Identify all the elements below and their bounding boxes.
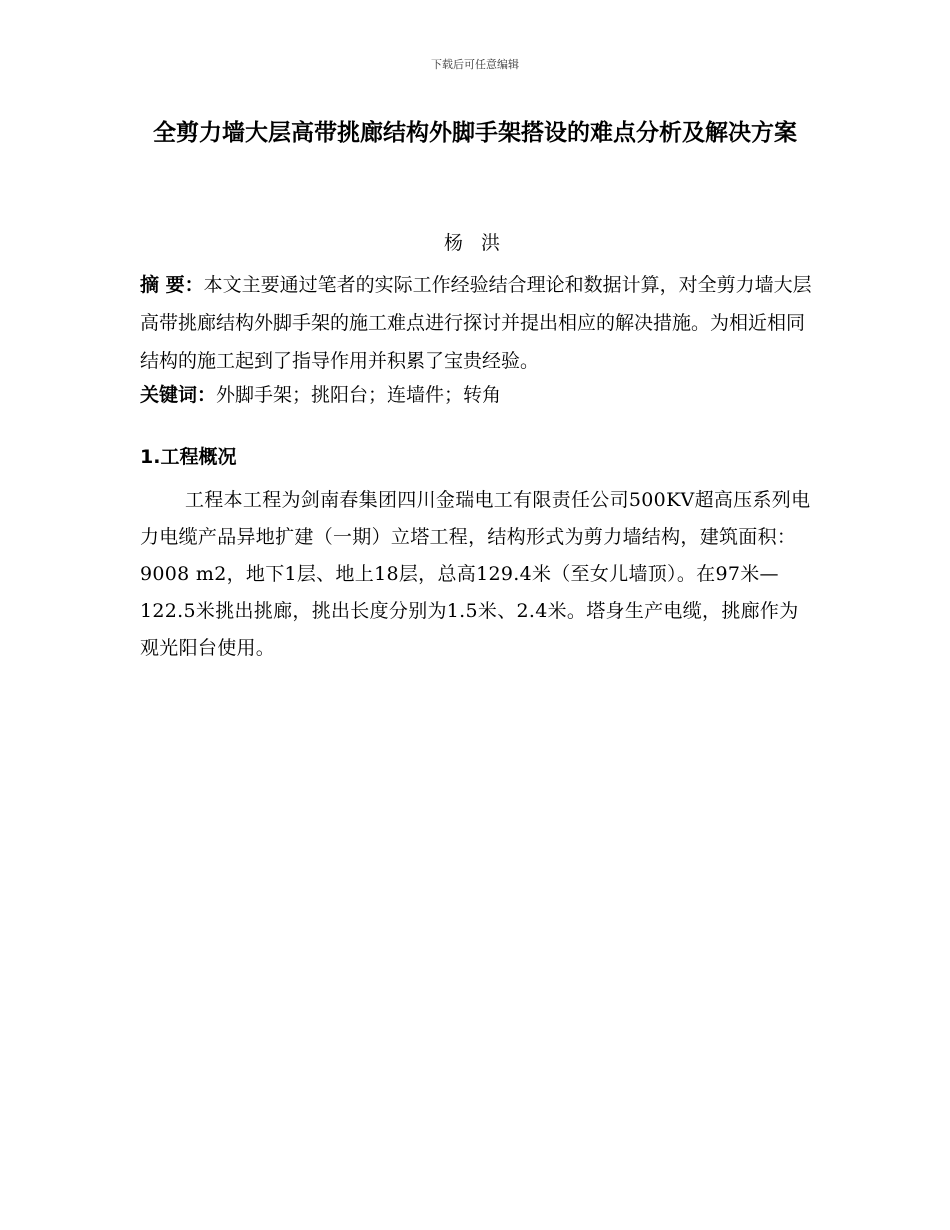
keywords-text: 外脚手架；挑阳台；连墙件；转角 (216, 384, 502, 406)
section-heading: 1.工程概况 (140, 446, 237, 468)
document-title: 全剪力墙大层高带挑廊结构外脚手架搭设的难点分析及解决方案 (153, 120, 797, 146)
abstract-label: 摘 要： (140, 274, 204, 296)
keywords (140, 380, 812, 410)
author-name: 杨 洪 (443, 232, 507, 254)
abstract-text: 本文主要通过笔者的实际工作经验结合理论和数据计算，对全剪力墙大层高带挑廊结构外脚手架的施工难点进行探讨并提出相应的解决措施。为相近相同结构的施工起到了指导作用并积累了宝贵经验。 (140, 274, 812, 372)
abstract (140, 266, 812, 380)
section-paragraph: 工程本工程为剑南春集团四川金瑞电工有限责任公司500KV超高压系列电力电缆产品异地扩建（一期）立塔工程，结构形式为剪力墙结构，建筑面积：9008 m2，地下1层、地上18层，总高129.4米（至女儿墙顶）。在97米—122.5米挑出挑廊，挑出长度分别为1.5米、2.4米。塔身生产电缆，挑廊作为观光阳台使用。 (140, 489, 811, 659)
header-note: 下载后可任意编辑 (431, 58, 519, 71)
keywords-label: 关键词： (140, 384, 217, 406)
